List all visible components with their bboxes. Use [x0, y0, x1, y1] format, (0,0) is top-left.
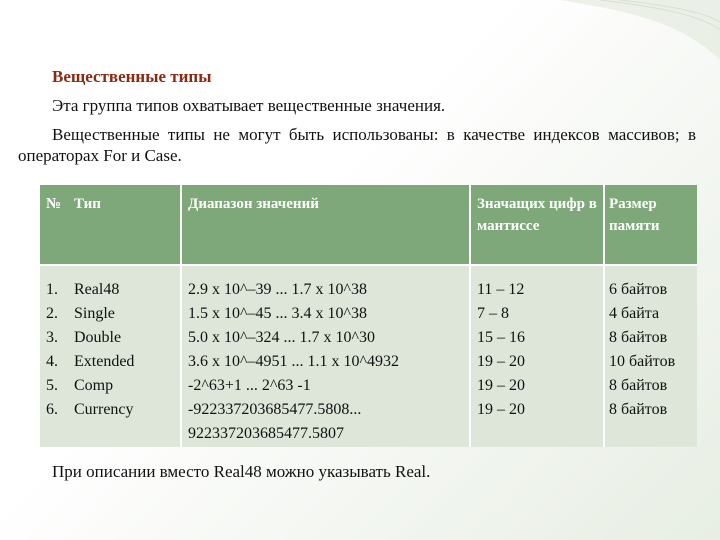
range-column: [181, 265, 470, 447]
range-value: -2^63+1 ... 2^63 -1: [188, 377, 311, 394]
digits-value: 11 – 12: [477, 281, 525, 298]
size-value: 4 байта: [609, 305, 660, 322]
type-name: Real48: [74, 281, 120, 298]
size-value: 8 байтов: [609, 377, 668, 394]
footnote: При описании вместо Real48 можно указывать Real.: [52, 462, 431, 481]
size-column: [604, 265, 697, 447]
size-value: 6 байтов: [609, 281, 668, 298]
digits-value: 7 – 8: [477, 305, 509, 322]
type-name: Extended: [74, 353, 135, 370]
page-title: Вещественные типы: [52, 67, 212, 86]
number-column: [40, 265, 74, 447]
intro-paragraph: Эта группа типов охватывает вещественные значения.: [52, 96, 446, 115]
size-value: 8 байтов: [609, 329, 668, 346]
row-number: 2.: [46, 305, 58, 322]
digits-value: 19 – 20: [477, 377, 525, 394]
header-range: Диапазон значений: [181, 185, 470, 265]
table-body-row: [40, 265, 697, 447]
type-name: Comp: [74, 377, 114, 394]
header-size: Размер памяти: [609, 196, 660, 234]
row-number: 3.: [46, 329, 58, 346]
size-value: 8 байтов: [609, 401, 668, 418]
range-value: -922337203685477.5808...: [188, 401, 362, 418]
range-value: 2.9 x 10^–39 ... 1.7 x 10^38: [188, 281, 368, 298]
restrictions-paragraph: Вещественные типы не могут быть использованы: в качестве индексов массивов; в операторах For и Case.: [18, 125, 696, 165]
table-header-row: [40, 185, 697, 265]
row-number: 5.: [46, 377, 58, 394]
type-name: Double: [74, 329, 122, 346]
real-types-table: [40, 185, 697, 447]
digits-column: [470, 265, 604, 447]
range-value: 5.0 x 10^–324 ... 1.7 x 10^30: [188, 329, 376, 346]
digits-value: 15 – 16: [477, 329, 525, 346]
row-number: 1.: [46, 281, 58, 298]
header-type: Тип: [74, 185, 181, 265]
type-name: Currency: [74, 401, 134, 418]
range-value-continued: 922337203685477.5807: [188, 425, 344, 442]
header-digits: Значащих цифр в мантиссе: [470, 185, 604, 265]
row-number: 6.: [46, 401, 58, 418]
header-number: №: [46, 196, 62, 212]
range-value: 1.5 x 10^–45 ... 3.4 x 10^38: [188, 305, 368, 322]
digits-value: 19 – 20: [477, 353, 525, 370]
range-value: 3.6 x 10^–4951 ... 1.1 x 10^4932: [188, 353, 400, 370]
size-value: 10 байтов: [609, 353, 676, 370]
type-name: Single: [74, 305, 115, 322]
type-column: [74, 265, 181, 447]
row-number: 4.: [46, 353, 58, 370]
digits-value: 19 – 20: [477, 401, 525, 418]
